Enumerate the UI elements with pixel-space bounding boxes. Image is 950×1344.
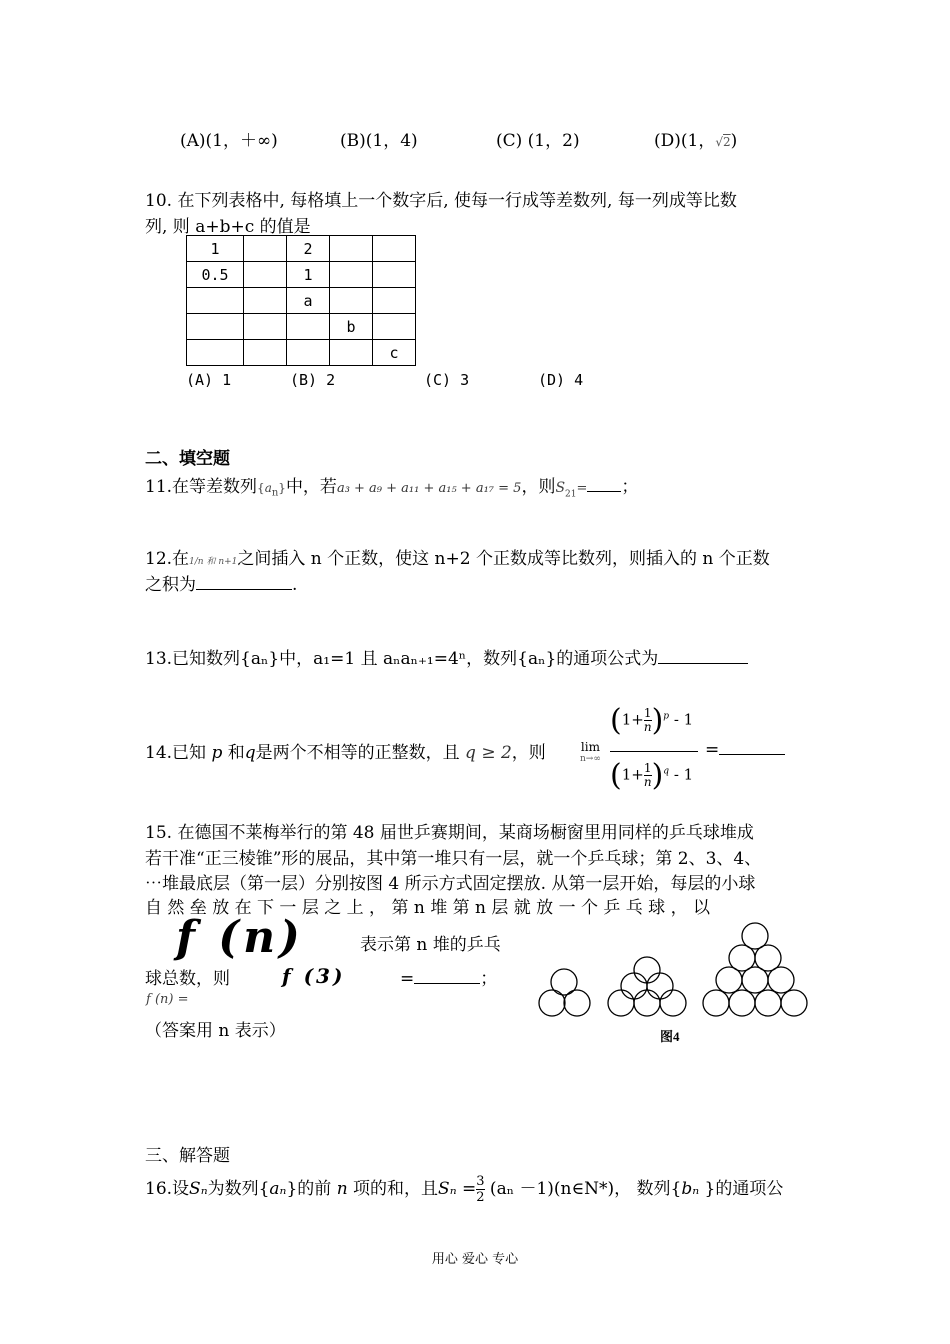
q14-numerator: (1+ $\frac{1}{n}$ )$^p$ - 1 — [610, 703, 694, 738]
table-cell — [373, 236, 416, 262]
ball — [716, 967, 742, 993]
ball — [564, 990, 590, 1016]
q15-fn-small: f (n) = — [146, 992, 189, 1007]
table-cell — [244, 314, 287, 340]
q10-option-c: (C) 3 — [424, 371, 470, 389]
table-cell: 2 — [287, 236, 330, 262]
table-cell: b — [330, 314, 373, 340]
q14-question: 14.已知 p 和q是两个不相等的正整数，且 q ≥ 2，则 — [145, 743, 546, 763]
ball — [755, 990, 781, 1016]
q14-answer: = — [705, 740, 785, 760]
table-cell — [244, 340, 287, 366]
ball — [660, 990, 686, 1016]
ball — [608, 990, 634, 1016]
q15-f3-expression: f (3) — [282, 964, 346, 988]
table-cell — [373, 314, 416, 340]
q10-option-d: (D) 4 — [538, 371, 584, 389]
table-cell — [330, 262, 373, 288]
q15-line6: 球总数，则 — [145, 969, 230, 989]
q15-fn-description: 表示第 n 堆的乒乓 — [360, 935, 501, 955]
q9-option-b: (B)(1，4) — [340, 131, 418, 151]
q9-option-a: (A)(1，＋∞) — [180, 131, 278, 151]
table-cell — [187, 288, 244, 314]
table-cell: c — [373, 340, 416, 366]
q15-note: （答案用 n 表示） — [145, 1021, 286, 1041]
table-row — [187, 314, 416, 340]
q10-table — [186, 235, 416, 366]
q12-line2: 之积为 . — [145, 575, 298, 595]
table-row — [187, 340, 416, 366]
ball — [634, 957, 660, 983]
q13-question: 13.已知数列{aₙ}中，a₁=1 且 aₙaₙ₊₁=4ⁿ，数列{aₙ}的通项公式为 — [145, 644, 748, 669]
q16-question: 16.设Sₙ为数列{aₙ}的前 n 项的和，且Sₙ = $\frac{3}{2}$ (aₙ －1)(n∈N*)， 数列{bₙ }的通项公 — [145, 1174, 784, 1205]
q15-line4: 自 然 垒 放 在 下 一 层 之 上 ， 第 n 堆 第 n 层 就 放 一 个 乒 乓 球 ， 以 — [145, 898, 710, 918]
table-cell — [287, 314, 330, 340]
table-row — [187, 262, 416, 288]
q10-option-a: (A) 1 — [186, 371, 232, 389]
ball — [703, 990, 729, 1016]
ball — [634, 990, 660, 1016]
q10-line1: 10. 在下列表格中, 每格填上一个数字后, 使每一行成等差数列, 每一列成等比数 — [145, 191, 737, 211]
table-row — [187, 288, 416, 314]
ball — [647, 973, 673, 999]
table-cell: 1 — [287, 262, 330, 288]
q10-line2: 列, 则 a+b+c 的值是 — [145, 217, 311, 237]
q12-line1: 12.在1/n 和 n+1之间插入 n 个正数，使这 n+2 个正数成等比数列，则插入的 n 个正数 — [145, 549, 770, 569]
ball — [768, 967, 794, 993]
q14-denominator: (1+ $\frac{1}{n}$ )$^q$ - 1 — [610, 758, 694, 793]
table-cell — [244, 288, 287, 314]
table-cell — [330, 236, 373, 262]
ball — [781, 990, 807, 1016]
ball — [621, 973, 647, 999]
section-3-title: 三、解答题 — [145, 1146, 230, 1166]
table-cell — [330, 340, 373, 366]
table-cell: 0.5 — [187, 262, 244, 288]
q15-line1: 15. 在德国不莱梅举行的第 48 届世乒赛期间，某商场橱窗里用同样的乒乓球堆成 — [145, 823, 754, 843]
figure-4-caption: 图4 — [660, 1029, 680, 1044]
table-cell — [373, 262, 416, 288]
q10-option-b: (B) 2 — [290, 371, 336, 389]
q14-fraction-bar — [610, 751, 698, 752]
table-row — [187, 236, 416, 262]
q15-line2: 若干准“正三棱锥”形的展品，其中第一堆只有一层，就一个乒乓球；第 2、3、4、 — [145, 849, 762, 869]
table-cell — [244, 262, 287, 288]
figure-4 — [536, 916, 808, 1046]
table-cell — [187, 340, 244, 366]
ball — [729, 990, 755, 1016]
section-2-title: 二、填空题 — [145, 449, 230, 469]
q15-line3: ⋯堆最底层（第一层）分别按图 4 所示方式固定摆放. 从第一层开始，每层的小球 — [145, 874, 756, 894]
table-cell: a — [287, 288, 330, 314]
q9-option-c: (C) (1，2) — [496, 131, 580, 151]
q15-fn-expression: f (n) — [176, 912, 304, 963]
table-cell — [187, 314, 244, 340]
page-footer: 用心 爱心 专心 — [431, 1252, 519, 1267]
q15-f3-answer: = ； — [400, 969, 498, 989]
q11-question: 11.在等差数列$\{a_n\}$中，若a₃ + a₉ + a₁₁ + a₁₅ + a₁₇ = 5，则$S_{21}=$ ； — [145, 477, 639, 500]
ball — [539, 990, 565, 1016]
table-cell: 1 — [187, 236, 244, 262]
table-cell — [244, 236, 287, 262]
table-cell — [330, 288, 373, 314]
table-cell — [287, 340, 330, 366]
q14-lim: lim n→∞ — [580, 740, 601, 764]
q9-option-d: (D)(1，√2) — [654, 131, 738, 151]
ball — [742, 967, 768, 993]
table-cell — [373, 288, 416, 314]
